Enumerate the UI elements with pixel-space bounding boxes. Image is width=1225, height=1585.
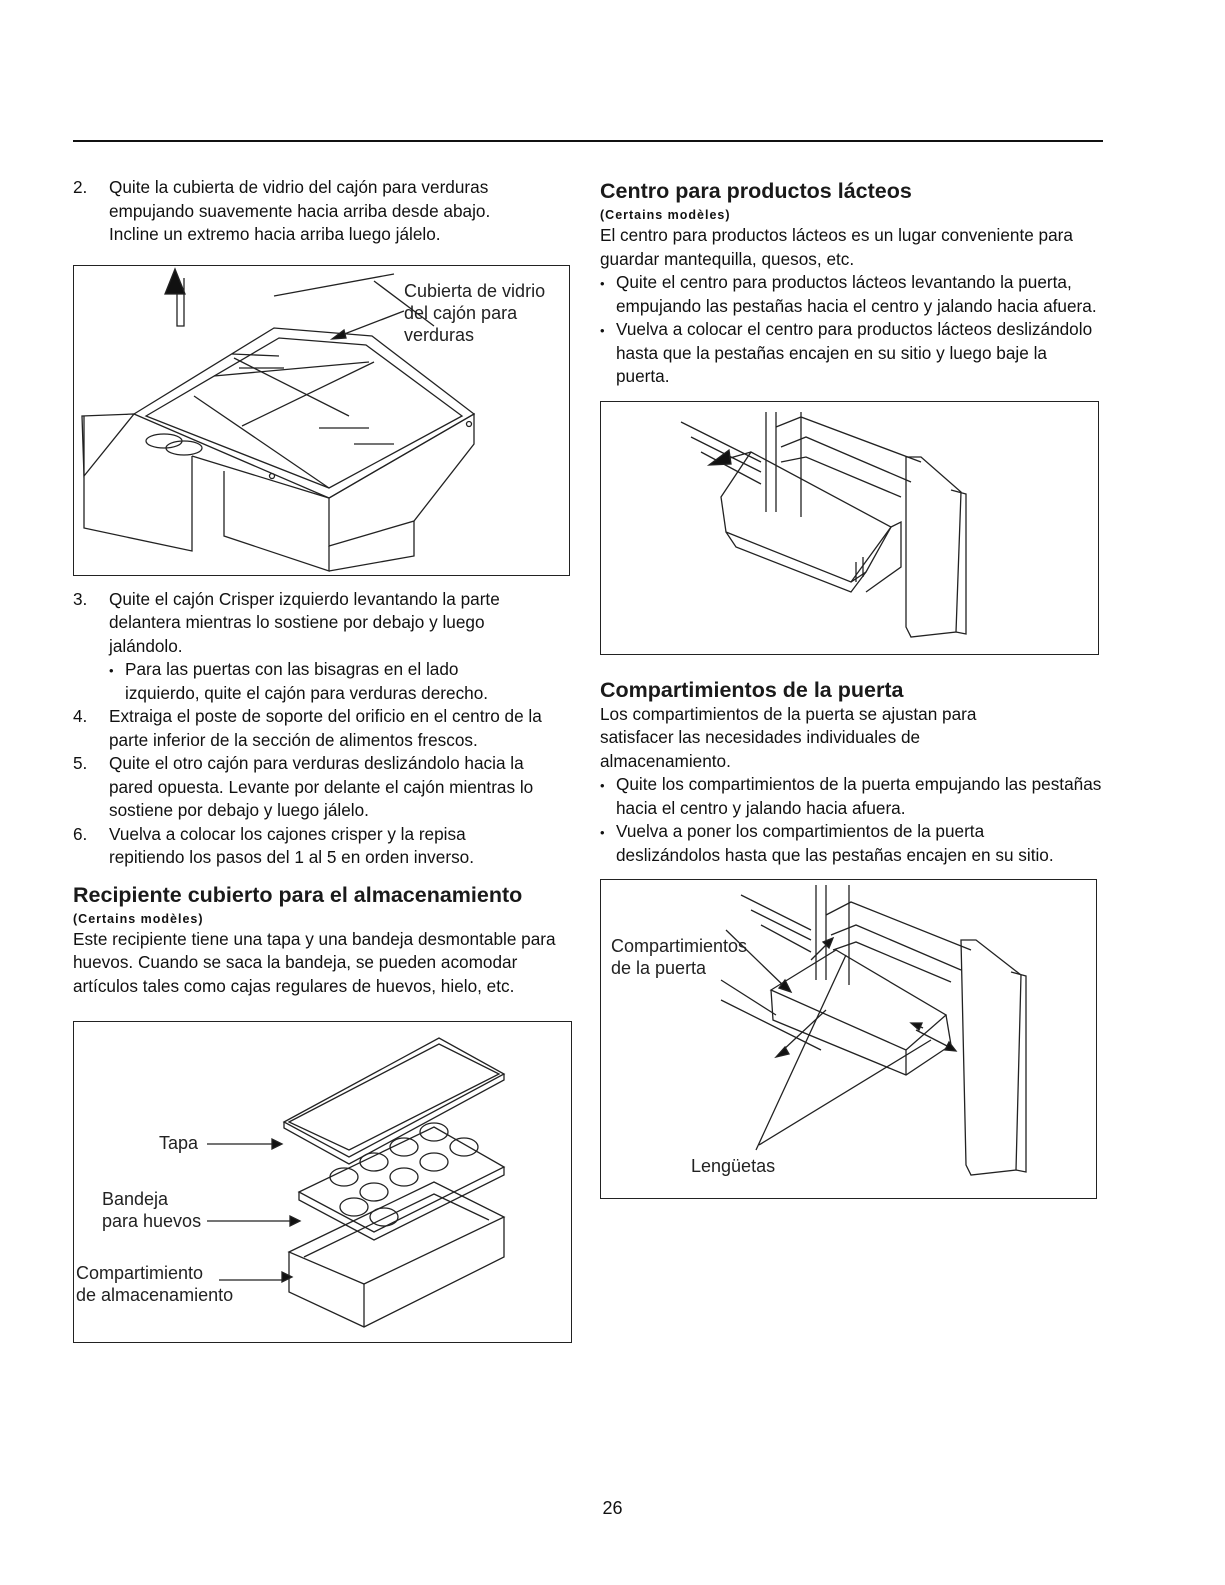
dairy-section-text: El centro para productos lácteos es un lugar conveniente para guardar mantequilla, quesos, etc.: [600, 225, 1073, 269]
egg-tray-label: [102, 1188, 201, 1232]
step-3-sub-bullet: [109, 658, 578, 705]
door-bullet-text: Vuelva a poner los compartimientos de la puerta deslizándolos hasta que las pestañas encajen en su sitio.: [616, 821, 1054, 865]
step-text: Quite el cajón Crisper izquierdo levantando la parte delantera mientras lo sostiene por debajo y luego jalándolo.: [109, 588, 500, 656]
storage-section-title: Recipiente cubierto para el almacenamiento: [73, 882, 523, 907]
egg-tray-label-line: para huevos: [102, 1211, 202, 1231]
header-rule: [73, 140, 1103, 142]
dairy-bullet: [600, 318, 1105, 389]
crisper-cover-figure: [73, 265, 570, 576]
page-number: 26: [602, 1498, 623, 1518]
sub-bullet-text: Para las puertas con las bisagras en el lado izquierdo, quite el cajón para verduras derecho.: [125, 659, 489, 703]
door-bins-label-line: Compartimientos: [611, 936, 748, 956]
egg-tray-label-line: Bandeja: [102, 1189, 169, 1209]
bullet-icon: •: [600, 825, 605, 840]
tabs-label: Lengüetas: [691, 1156, 776, 1176]
storage-compartment-label-line: Compartimiento: [76, 1263, 204, 1283]
bullet-icon: •: [600, 276, 605, 291]
storage-compartment-label: [76, 1262, 233, 1306]
dairy-bullet-text: Quite el centro para productos lácteos levantando la puerta, empujando las pestañas hacia el centro y jalando hacia afuera.: [616, 272, 1097, 316]
door-bins-section-title: Compartimientos de la puerta: [600, 677, 904, 702]
step-6: [73, 823, 578, 870]
bullet-icon: •: [600, 778, 605, 793]
storage-bin-figure: [73, 1021, 572, 1343]
bullet-icon: •: [600, 323, 605, 338]
storage-compartment-label-line: de almacenamiento: [76, 1285, 234, 1305]
bullet-icon: •: [109, 663, 114, 678]
glass-cover-label-line: Cubierta de vidrio: [404, 280, 546, 301]
dairy-section-title: Centro para productos lácteos: [600, 179, 912, 203]
dairy-bullet: [600, 271, 1105, 318]
step-text: Vuelva a colocar los cajones crisper y la repisa repitiendo los pasos del 1 al 5 en orden inverso.: [109, 823, 474, 867]
step-text: Quite la cubierta de vidrio del cajón para verduras empujando suavemente hacia arriba desde abajo. Incline un extremo hacia arriba luego jálelo.: [109, 177, 491, 244]
step-5: [73, 752, 578, 823]
door-bins-label-line: de la puerta: [611, 958, 707, 978]
dairy-bullet-text: Vuelva a colocar el centro para productos lácteos deslizándolo hasta que la pestañas encajen en su sitio y luego baje la puerta.: [616, 319, 1093, 386]
storage-section-text: Este recipiente tiene una tapa y una bandeja desmontable para huevos. Cuando se saca la bandeja, se pueden acomodar artículos tales como cajas regulares de huevos, hielo, etc.: [73, 928, 556, 996]
storage-section-note: (Certains modèles): [73, 911, 204, 926]
glass-cover-label-line: del cajón para: [404, 302, 518, 323]
step-number: 3.: [73, 588, 88, 609]
door-bullet-text: Quite los compartimientos de la puerta empujando las pestañas hacia el centro y jalando hacia afuera.: [616, 774, 1102, 818]
step-text: Quite el otro cajón para verduras deslizándolo hacia la pared opuesta. Levante por delante el cajón mientras lo sostiene por debajo y luego jálelo.: [109, 753, 534, 820]
lid-label: Tapa: [159, 1133, 199, 1153]
step-text: Extraiga el poste de soporte del orificio en el centro de la parte inferior de la sección de alimentos frescos.: [109, 706, 542, 750]
step-number: 5.: [73, 753, 88, 773]
step-2: [73, 176, 578, 247]
step-number: 6.: [73, 823, 88, 844]
dairy-center-illustration: [601, 402, 1098, 654]
step-4: [73, 705, 578, 752]
glass-cover-label-line: verduras: [404, 324, 475, 345]
door-bullet: [600, 820, 1105, 867]
door-bins-section-text: Los compartimientos de la puerta se ajustan para satisfacer las necesidades individuales de almacenamiento.: [600, 703, 977, 771]
left-column: [73, 176, 578, 1343]
door-bullet: [600, 773, 1105, 820]
dairy-center-figure: [600, 401, 1099, 655]
glass-cover-label: [404, 280, 545, 346]
door-bins-illustration: [601, 880, 1096, 1198]
step-3: [73, 588, 578, 659]
step-number: 4.: [73, 706, 88, 726]
door-bins-figure: [600, 879, 1097, 1199]
dairy-section-note: (Certains modèles): [600, 208, 731, 222]
right-column: [600, 178, 1105, 1199]
door-bins-label: [611, 935, 747, 979]
step-number: 2.: [73, 177, 88, 197]
